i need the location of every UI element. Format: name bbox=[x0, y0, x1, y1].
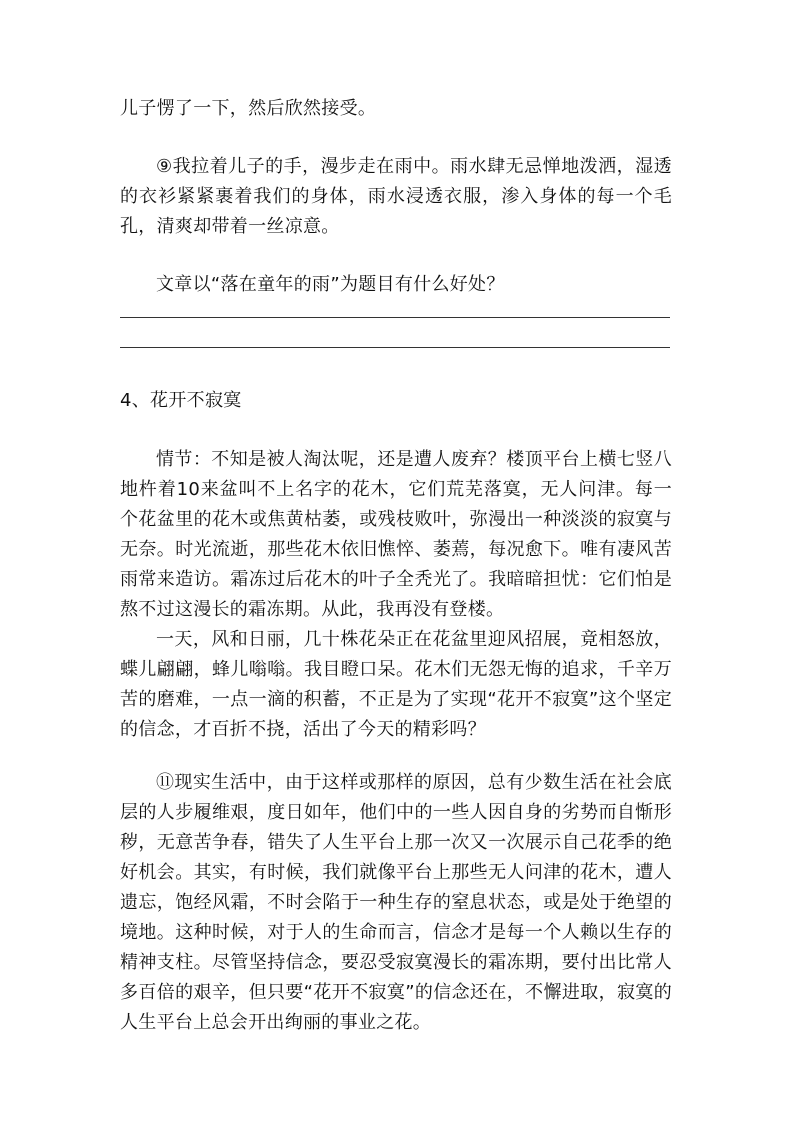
paragraph-plot: 情节：不知是被人淘汰呢，还是遭人废弃？楼顶平台上横七竖八地杵着10来盆叫不上名字的花木，它们荒芜落寞，无人问津。每一个花盆里的花木或焦黄枯萎，或残枝败叶，弥漫出一种淡淡的寂寞与无奈。时光流逝，那些花木依旧憔悴、萎蔫，每况愈下。唯有凄风苦雨常来造访。霜冻过后花木的叶子全秃光了。我暗暗担忧：它们怕是熬不过这漫长的霜冻期。从此，我再没有登楼。 bbox=[120, 449, 672, 620]
section-title: 4、花开不寂寞 bbox=[120, 390, 242, 411]
question-text: 文章以“落在童年的雨”为题目有什么好处？ bbox=[156, 274, 505, 295]
answer-line-2[interactable] bbox=[120, 347, 670, 348]
paragraph-ending: 儿子愣了一下，然后欣然接受。 bbox=[120, 98, 377, 119]
paragraph-11: ⑪现实生活中，由于这样或那样的原因，总有少数生活在社会底层的人步履维艰，度日如年，他们中的一些人因自身的劣势而自惭形秽，无意苦争春，错失了人生平台上那一次又一次展示自己花季的绝好机会。其实，有时候，我们就像平台上那些无人问津的花木，遭人遗忘，饱经风霜，不时会陷于一种生存的窒息状态，或是处于绝望的境地。这种时候，对于人的生命而言，信念才是每一个人赖以生存的精神支柱。尽管坚持信念，要忍受寂寞漫长的霜冻期，要付出比常人多百倍的艰辛，但只要“花开不寂寞”的信念还在，不懈进取，寂寞的人生平台上总会开出绚丽的事业之花。 bbox=[120, 772, 672, 1033]
paragraph-sunny-day: 一天，风和日丽，几十株花朵正在花盆里迎风招展，竟相怒放，蝶儿翩翩，蜂儿嗡嗡。我目瞪口呆。花木们无怨无悔的追求，千辛万苦的磨难，一点一滴的积蓄，不正是为了实现“花开不寂寞”这个坚定的信念，才百折不挠，活出了今天的精彩吗？ bbox=[120, 629, 672, 740]
document-page bbox=[120, 0, 672, 1123]
answer-line-1[interactable] bbox=[120, 317, 670, 318]
paragraph-9: ⑨我拉着儿子的手，漫步走在雨中。雨水肆无忌惮地泼洒，湿透的衣衫紧紧裹着我们的身体，雨水浸透衣服，渗入身体的每一个毛孔，清爽却带着一丝凉意。 bbox=[120, 156, 672, 237]
